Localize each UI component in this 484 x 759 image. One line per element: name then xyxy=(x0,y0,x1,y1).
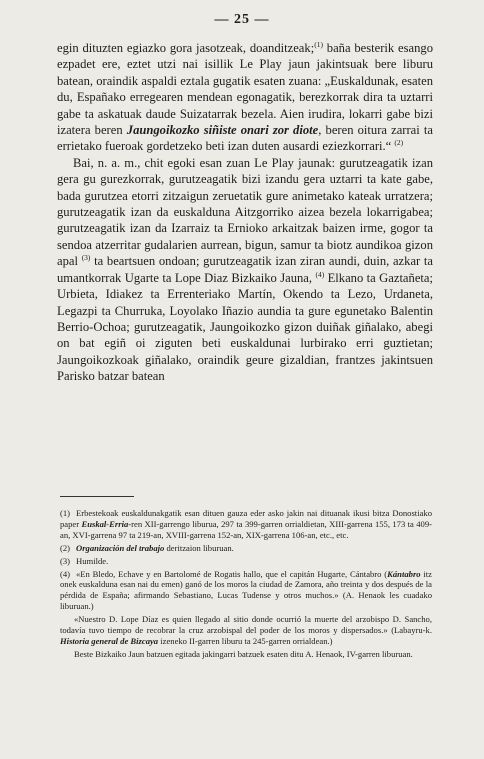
footnote-2 xyxy=(60,543,432,554)
footnote-number: (4) xyxy=(60,568,71,579)
text-run: Elkano ta Gaztañeta; Urbieta, Idiakez ta Errenteriako Martín, Okendo ta Lezo, Urdaneta, Legazpi ta Churruka, Loyolako Iñazio aundia ta gure egunetako Balentin Berrio-Ochoa; gurutzeagatik, Jaungoikozko gizon duiñak giñalako, abegi on bat egiñ oi ziguten beti euskaldunai lurbirako erri guztietan; Jaungoikozkoak giñalako, oraindik geure gizaldian, frantzes jakintsuen Parisko batzar batean xyxy=(57,270,434,384)
footnote-number: (3) xyxy=(60,555,71,566)
text-run: Erbestekoak euskaldunakgatik esan dituen gauza eder asko jakin nai dituanak ikusi bitza Donostiako paper xyxy=(60,508,432,529)
footnote-4 xyxy=(60,569,432,613)
footnote-divider xyxy=(60,496,134,497)
text-run: ta beartsuen ondoan; gurutzeagatik izan ziran aundi, duin, azkar ta umantkorrak Ugarte ta Lope Diaz Bizkaiko Jauna, xyxy=(57,254,434,285)
paragraph-2 xyxy=(57,155,433,385)
italic-phrase: Euskal-Erria xyxy=(81,518,129,529)
text-run: «Nuestro D. Lope Díaz es quien llegado al sitio donde ocurrió la muerte del arzobispo D. Sancho, todavía tuvo tiempo de recobrar la cruz arzobispal del poder de los moros y dispersados.» (Labayru-k. xyxy=(60,614,432,636)
main-text xyxy=(57,40,433,385)
text-run: , beren oitura zarrai ta errietako fueroak gordetzeko beti izan duten ausardi eziezkorrari.“ xyxy=(57,123,433,154)
footnote-number: (1) xyxy=(60,508,71,518)
text-run: Humilde. xyxy=(76,555,109,566)
text-run: izeneko II-garren liburu ta 245-garren orrialdean.) xyxy=(158,635,333,646)
footnote-number: (2) xyxy=(60,542,71,553)
text-run: -ren XII-garrengo liburua, 297 ta 399-garren orrialdietan, XIII-garrena 155, 173 ta 409-an, XVI-garrena 97 ta 219-an, XVIII-garrena 152-an, XIX-garrena 106-an, etc., etc. xyxy=(60,518,432,540)
italic-phrase: Jaungoikozko siñiste onari zor diote xyxy=(126,123,319,138)
page-number: — 25 — xyxy=(214,12,270,27)
footnote-4-additional xyxy=(60,649,432,660)
text-run: deritzaion liburuan. xyxy=(164,542,234,553)
text-run: Bai, n. a. m., chit egoki esan zuan Le Play jaunak: gurutzeagatik izan gera gu gurezkorrak, gurutzeagatik bizi izandu gera uztarri ta kate gabe, bada gurutzea etorri zitzaigun zeruetatik gure animetako kateak urratzera; gurutzeagatik izan da euskalduna Aitzgorriko aizea bezela lokarrigabea; gurutzeagatik izan da Izarraiz ta Ernioko arkaitzak baizen irme, gogor ta sendoa atzerritar gudalarien aurrean, bigun, samur ta biotz aundikoa gizon apal xyxy=(57,155,433,269)
italic-phrase: Historia general de Bizcaya xyxy=(60,635,159,646)
text-run: egin dituzten egiazko gora jasotzeak, doanditzeak; xyxy=(57,41,315,55)
text-run: itz onek euskalduna esan nai du emen) ganó de los moros la ciudad de Zamora, año treinta y dos después de la pérdida de España; afirmando Sebastiano, Lucas Tudense y otros muchos.» (A. Henaok les cuadako liburuan.) xyxy=(60,568,432,612)
footnote-marker: (3) xyxy=(81,253,91,263)
footnotes xyxy=(60,508,432,662)
italic-phrase: Organización del trabajo xyxy=(76,542,165,553)
footnote-1 xyxy=(60,508,432,541)
footnote-marker: (1) xyxy=(314,40,323,49)
italic-phrase: Kántabro xyxy=(387,568,421,579)
footnote-4-continued xyxy=(60,614,432,647)
text-run: Beste Bizkaiko Jaun batzuen egitada jakingarri batzuek esaten ditu A. Henaok, IV-garren liburuan. xyxy=(74,648,413,659)
footnote-marker: (4) xyxy=(315,269,325,279)
text-run: «En Bledo, Echave y en Bartolomé de Rogatis hallo, que el capitán Hugarte, Cántabro ( xyxy=(76,568,388,579)
footnote-3 xyxy=(60,556,432,567)
text-run: baña besterik esango ezpadet ere, eztet utzi nai isillik Le Play jaun jakintsuak bere liburu batean, oraindik aspaldi eztala gugatik esaten zuana: „Euskaldunak, esaten du, Españako erregearen mendean egonagatik, berezkorrak dira ta uztarri gabe ta askatuak daude Suizatarrak bezela. Aien irudira, lokarri gabe bizi izatera beren xyxy=(57,41,434,138)
footnote-marker: (2) xyxy=(394,138,404,148)
paragraph-1 xyxy=(57,40,433,155)
